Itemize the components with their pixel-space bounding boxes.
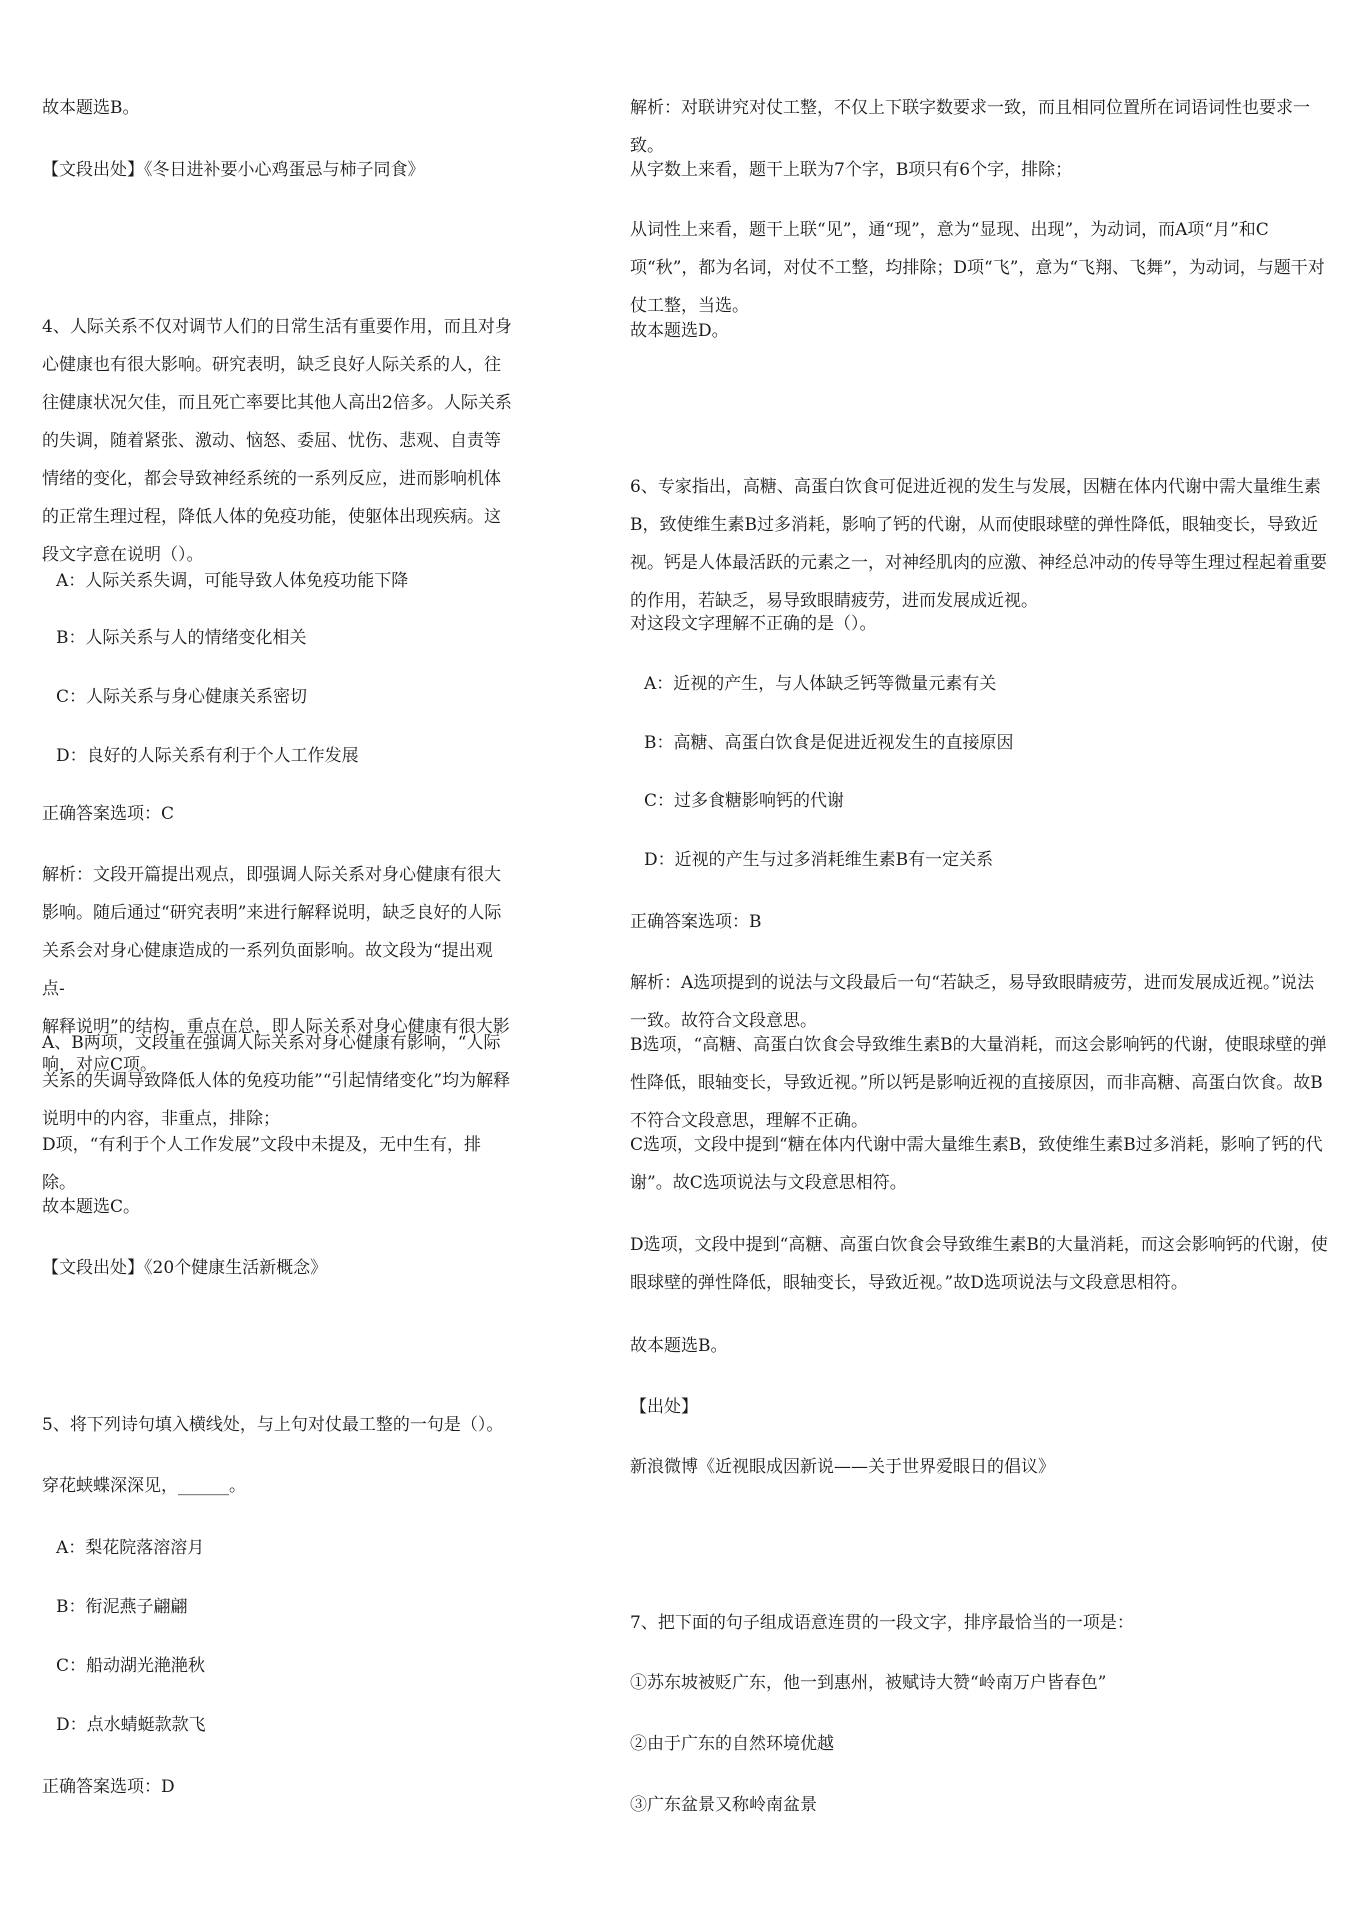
- source-citation: 【文段出处】《20个健康生活新概念》: [42, 1258, 328, 1278]
- explanation: B选项，“高糖、高蛋白饮食会导致维生素B的大量消耗，而这会影响钙的代谢，使眼球壁的弹性降低，眼轴变长，导致近视。”所以钙是影响近视的直接原因，而非高糖、高蛋白饮食。故B不符合文段意思，理解不正确。: [630, 1035, 1327, 1131]
- correct-answer: 正确答案选项：C: [42, 804, 175, 824]
- explanation: 解析：文段开篇提出观点，即强调人际关系对身心健康有很大影响。随后通过“研究表明”来进行解释说明，缺乏良好的人际关系会对身心健康造成的一系列负面影响。故文段为“提出观点- 解释说明”的结构，重点在总，即人际关系对身心健康有很大影响，对应C项。: [42, 865, 510, 1075]
- option-b: B：人际关系与人的情绪变化相关: [56, 628, 307, 648]
- option-d: D：近视的产生与过多消耗维生素B有一定关系: [644, 850, 994, 870]
- explanation: 解析：对联讲究对仗工整，不仅上下联字数要求一致，而且相同位置所在词语词性也要求一致。: [630, 98, 1310, 156]
- question-stem: 5、将下列诗句填入横线处，与上句对仗最工整的一句是（）。: [42, 1415, 504, 1435]
- explanation: 从字数上来看，题干上联为7个字，B项只有6个字，排除；: [630, 160, 1073, 180]
- source-heading: 【出处】: [630, 1397, 698, 1417]
- option-c: C：过多食糖影响钙的代谢: [644, 791, 845, 811]
- option-c: C：人际关系与身心健康关系密切: [56, 687, 308, 707]
- option-a: A：梨花院落溶溶月: [56, 1538, 205, 1558]
- answer-line: 故本题选B。: [42, 98, 140, 118]
- explanation: 从词性上来看，题干上联“见”，通“现”，意为“显现、出现”，为动词，而A项“月”和C项“秋”，都为名词，对仗不工整，均排除；D项“飞”，意为“飞翔、飞舞”，为动词，与题干对仗工整，当选。: [630, 220, 1325, 316]
- option-b: B：衔泥燕子翩翩: [56, 1597, 188, 1617]
- question-stem: 7、把下面的句子组成语意连贯的一段文字，排序最恰当的一项是：: [630, 1613, 1134, 1633]
- answer-line: 故本题选D。: [630, 321, 729, 341]
- explanation: A、B两项，文段重在强调人际关系对身心健康有影响，“人际关系的失调导致降低人体的免疫功能”“引起情绪变化”均为解释说明中的内容，非重点，排除；: [42, 1033, 511, 1129]
- answer-line: 故本题选C。: [42, 1197, 141, 1217]
- correct-answer: 正确答案选项：B: [630, 912, 762, 932]
- sentence-item: ①苏东坡被贬广东，他一到惠州，被赋诗大赞“岭南万户皆春色”: [630, 1673, 1107, 1693]
- explanation: 解析：A选项提到的说法与文段最后一句“若缺乏，易导致眼睛疲劳，进而发展成近视。”说法一致。故符合文段意思。: [630, 973, 1315, 1031]
- question-stem: 6、专家指出，高糖、高蛋白饮食可促进近视的发生与发展，因糖在体内代谢中需大量维生素B，致使维生素B过多消耗，影响了钙的代谢，从而使眼球壁的弹性降低，眼轴变长，导致近视。钙是人体最活跃的元素之一，对神经肌肉的应激、神经总冲动的传导等生理过程起着重要的作用，若缺乏，易导致眼睛疲劳，进而发展成近视。: [630, 477, 1327, 611]
- explanation: D选项，文段中提到“高糖、高蛋白饮食会导致维生素B的大量消耗，而这会影响钙的代谢，使眼球壁的弹性降低，眼轴变长，导致近视。”故D选项说法与文段意思相符。: [630, 1235, 1328, 1293]
- option-a: A：近视的产生，与人体缺乏钙等微量元素有关: [644, 674, 997, 694]
- answer-line: 故本题选B。: [630, 1336, 728, 1356]
- question-stem: 4、人际关系不仅对调节人们的日常生活有重要作用，而且对身心健康也有很大影响。研究表明，缺乏良好人际关系的人，往往健康状况欠佳，而且死亡率要比其他人高出2倍多。人际关系的失调，随着紧张、激动、恼怒、委屈、忧伤、悲观、自责等情绪的变化，都会导致神经系统的一系列反应，进而影响机体的正常生理过程，降低人体的免疫功能，使躯体出现疾病。这段文字意在说明（）。: [42, 317, 512, 565]
- option-d: D：良好的人际关系有利于个人工作发展: [56, 746, 359, 766]
- question-prompt: 对这段文字理解不正确的是（）。: [630, 614, 877, 634]
- option-c: C：船动湖光滟滟秋: [56, 1656, 206, 1676]
- option-b: B：高糖、高蛋白饮食是促进近视发生的直接原因: [644, 733, 1014, 753]
- explanation: D项，“有利于个人工作发展”文段中未提及，无中生有，排除。: [42, 1135, 482, 1193]
- option-d: D：点水蜻蜓款款飞: [56, 1715, 206, 1735]
- option-a: A：人际关系失调，可能导致人体免疫功能下降: [56, 571, 409, 591]
- sentence-item: ②由于广东的自然环境优越: [630, 1734, 834, 1754]
- correct-answer: 正确答案选项：D: [42, 1777, 175, 1797]
- explanation: C选项，文段中提到“糖在体内代谢中需大量维生素B，致使维生素B过多消耗，影响了钙的代谢”。故C选项说法与文段意思相符。: [630, 1135, 1323, 1193]
- sentence-item: ③广东盆景又称岭南盆景: [630, 1795, 817, 1815]
- poem-line: 穿花蛱蝶深深见，______。: [42, 1476, 246, 1496]
- source-citation: 新浪微博《近视眼成因新说——关于世界爱眼日的倡议》: [630, 1457, 1055, 1477]
- source-citation: 【文段出处】《冬日进补要小心鸡蛋忌与柿子同食》: [42, 160, 425, 180]
